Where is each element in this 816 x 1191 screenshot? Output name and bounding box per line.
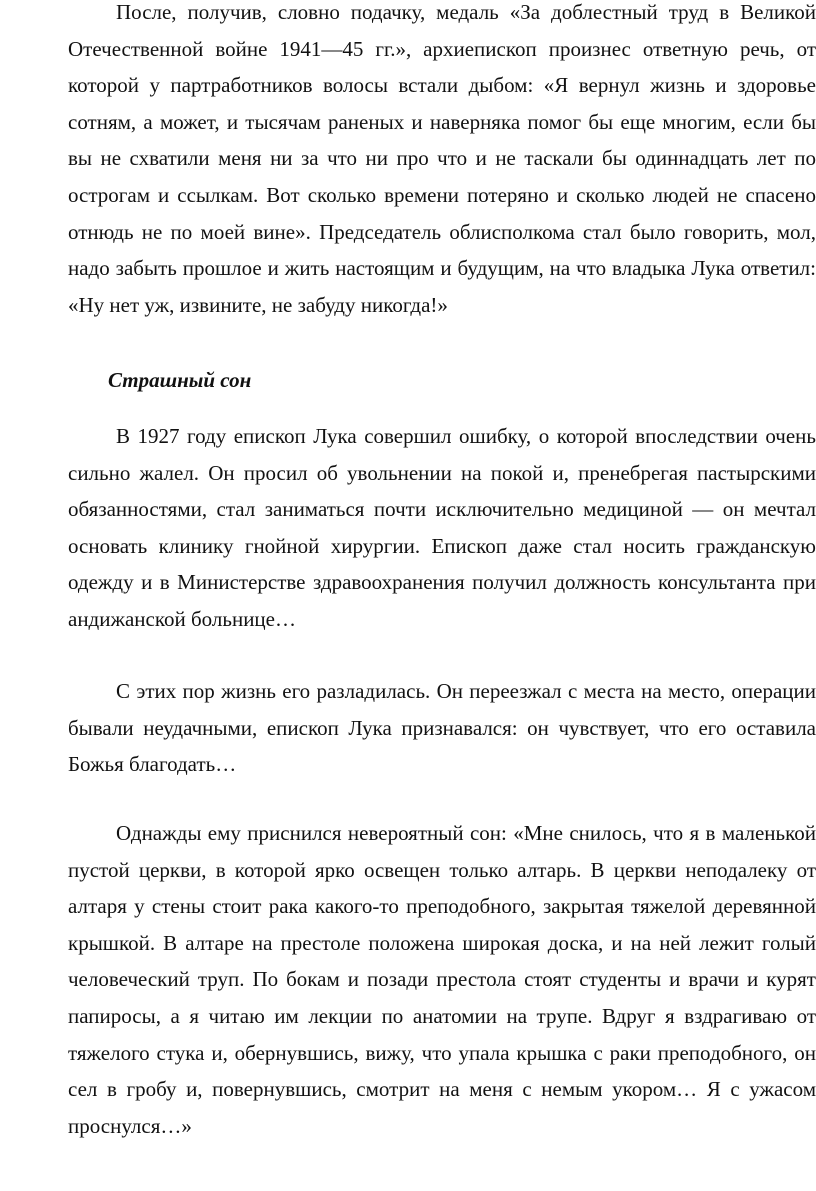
paragraph-medal-speech: После, получив, словно подачку, медаль «За доблестный труд в Великой Отечественной войне 1941—45 гг.», архиепископ произнес ответную речь, от которой у партработников волосы встали дыбом: «Я вернул жизнь и здоровье сотням, а может, и тысячам раненых и наверняка помог бы еще многим, если бы вы не схватили меня ни за что ни про что и не таскали бы одиннадцать лет по острогам и ссылкам. Вот сколько времени потеряно и сколько людей не спасено отнюдь не по моей вине». Председатель облисполкома стал было говорить, мол, надо забыть прошлое и жить настоящим и будущим, на что владыка Лука ответил: «Ну нет уж, извините, не забуду никогда!» [68, 0, 816, 317]
paragraph-life-disorder: С этих пор жизнь его разладилась. Он переезжал с места на место, операции бывали неудачными, епископ Лука признавался: он чувствует, что его оставила Божья благодать… [68, 679, 816, 777]
paragraph-mistake-1927: В 1927 году епископ Лука совершил ошибку, о которой впоследствии очень сильно жалел. Он просил об увольнении на покой и, пренебрегая пастырскими обязанностями, стал заниматься почти исключительно медициной — он мечтал основать клинику гнойной хирургии. Епископ даже стал носить гражданскую одежду и в Министерстве здравоохранения получил должность консультанта при андижанской больнице… [68, 424, 816, 631]
paragraph-dream: Однажды ему приснился невероятный сон: «Мне снилось, что я в маленькой пустой церкви, в которой ярко освещен только алтарь. В церкви неподалеку от алтаря у стены стоит рака какого-то преподобного, закрытая тяжелой деревянной крышкой. В алтаре на престоле положена широкая доска, и на ней лежит голый человеческий труп. По бокам и позади престола стоят студенты и врачи и курят папиросы, а я читаю им лекции по анатомии на трупе. Вдруг я вздрагиваю от тяжелого стука и, обернувшись, вижу, что упала крышка с раки преподобного, он сел в гробу и, повернувшись, смотрит на меня с немым укором… Я с ужасом проснулся…» [68, 821, 816, 1138]
section-heading: Страшный сон [108, 368, 252, 392]
